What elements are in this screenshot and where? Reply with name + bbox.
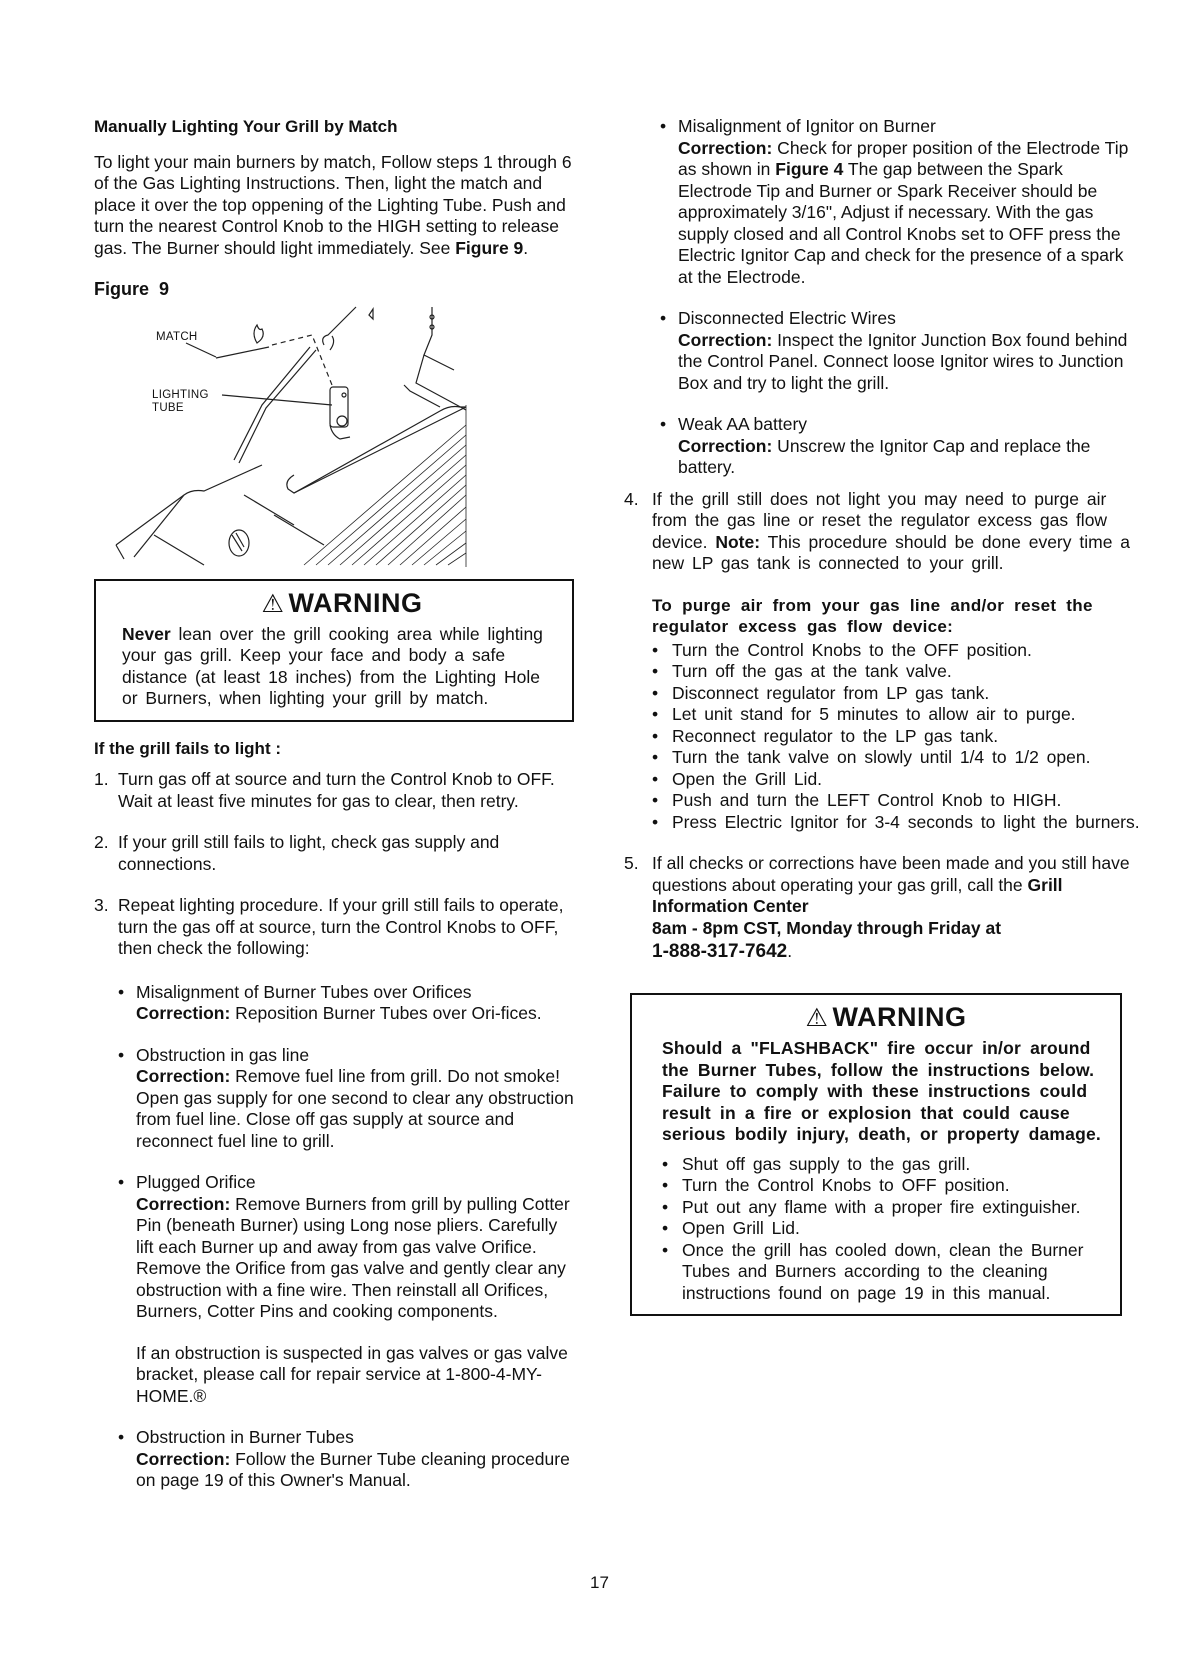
label-lighting: LIGHTING xyxy=(152,388,209,401)
check-item: • Misalignment of Burner Tubes over Orifices Correction: Reposition Burner Tubes over Ori-fices. xyxy=(118,981,542,1023)
step-4: 4. If the grill still does not light you may need to purge air from the gas line or reset the regulator excess gas flow device. Note: This procedure should be done every time a new LP gas tank is connected to your grill. xyxy=(624,488,1131,573)
warning-text: Should a "FLASHBACK" fire occur in/or around the Burner Tubes, follow the instructions below. Failure to comply with these instructions could result in a fire or explosion that could cause serious bodily injury, death, or property damage. xyxy=(662,1038,1101,1144)
info-center-label: Grill Information Center xyxy=(652,874,1063,916)
label-match: MATCH xyxy=(156,330,198,343)
bullet-icon: • xyxy=(660,308,667,328)
bullet-icon: • xyxy=(118,981,125,1002)
page-number: 17 xyxy=(590,1573,609,1592)
purge-step: • Open the Grill Lid. xyxy=(652,768,823,789)
bullet-icon: • xyxy=(660,414,667,434)
phone-number: 1-888-317-7642 xyxy=(652,941,788,962)
bullet-icon: • xyxy=(118,1044,125,1065)
intro-paragraph: To light your main burners by match, Follow steps 1 through 6 of the Gas Lighting Instructions. Then, light the match and place it over the top oppening of the Lighting Tube. Push and turn the nearest Control Knob to the HIGH setting to release gas. The Burner should light immediately. See Figure 9. xyxy=(94,151,572,258)
flashback-steps-list xyxy=(662,1154,1110,1305)
purge-step: • Turn the tank valve on slowly until 1/4 to 1/2 open. xyxy=(652,747,1091,767)
figure-reference: Figure 4 xyxy=(775,159,844,179)
hours-label: 8am - 8pm CST, Monday through Friday at xyxy=(652,917,1002,938)
purge-step: • Turn off the gas at the tank valve. xyxy=(652,661,952,681)
purge-steps-list xyxy=(652,640,1140,834)
warning-box-lighting xyxy=(94,579,574,722)
check-item: • Disconnected Electric Wires Correction: Inspect the Ignitor Junction Box found behind the Control Panel. Connect loose Ignitor wires to Junction Box and try to light the grill. xyxy=(660,308,1128,393)
check-item: • Misalignment of Ignitor on Burner Correction: Check for proper position of the Electrode Tip as shown in Figure 4 The gap between the Spark Electrode Tip and Burner or Spark Receiver should be approximately 3/16", Adjust if necessary. With the gas supply closed and all Control Knobs set to OFF press the Electric Ignitor Cap and check for the presence of a spark at the Electrode. xyxy=(660,116,1129,287)
figure-9-illustration xyxy=(94,295,544,575)
warning-box-flashback xyxy=(630,993,1122,1316)
grill-drawing-icon xyxy=(94,295,544,575)
purge-step: • Let unit stand for 5 minutes to allow air to purge. xyxy=(652,704,1076,724)
purge-step: • Reconnect regulator to the LP gas tank. xyxy=(652,725,999,746)
purge-step: • Push and turn the LEFT Control Knob to HIGH. xyxy=(652,790,1062,810)
label-tube: TUBE xyxy=(152,401,184,414)
flashback-step: • Open Grill Lid. xyxy=(662,1218,800,1238)
bullet-icon: • xyxy=(660,116,667,136)
step-5: 5. If all checks or corrections have been made and you still have questions about operating your gas grill, call the Grill Information Center 8am - 8pm CST, Monday through Friday at 1-888-317-7642. xyxy=(624,853,1130,962)
check-item: • Obstruction in Burner Tubes Correction: Follow the Burner Tube cleaning procedure on page 19 of this Owner's Manual. xyxy=(118,1427,570,1490)
purge-step: • Turn the Control Knobs to the OFF position. xyxy=(652,639,1032,660)
repair-note: If an obstruction is suspected in gas valves or gas valve bracket, please call for repair service at 1-800-4-MY-HOME.® xyxy=(136,1342,568,1406)
purge-heading: To purge air from your gas line and/or reset the regulator excess gas flow device: xyxy=(652,595,1093,636)
step-2: 2. If your grill still fails to light, check gas supply and connections. xyxy=(94,832,500,874)
check-item: • Weak AA battery Correction: Unscrew the Ignitor Cap and replace the battery. xyxy=(660,414,1091,477)
warning-title: ⚠ WARNING xyxy=(261,587,423,618)
purge-step: • Disconnect regulator from LP gas tank. xyxy=(652,682,990,703)
warning-text: Never lean over the grill cooking area while lighting your gas grill. Keep your face and body a safe distance (at least 18 inches) from the Lighting Hole or Burners, when lighting your grill by match. xyxy=(122,623,543,708)
flashback-step: • Put out any flame with a proper fire extinguisher. xyxy=(662,1196,1081,1217)
right-column xyxy=(624,116,1140,1316)
step-1: 1. Turn gas off at source and turn the Control Knob to OFF. Wait at least five minutes for gas to clear, then retry. xyxy=(94,769,555,811)
warning-triangle-icon: ⚠ xyxy=(805,1004,829,1032)
flashback-step: • Once the grill has cooled down, clean the Burner Tubes and Burners according to the cleaning instructions found on page 19 in this manual. xyxy=(662,1239,1084,1303)
section-heading: Manually Lighting Your Grill by Match xyxy=(94,117,398,136)
purge-step: • Press Electric Ignitor for 3-4 seconds to light the burners. xyxy=(652,811,1140,832)
check-item: • Obstruction in gas line Correction: Remove fuel line from grill. Do not smoke! Open gas supply for one second to clear any obstruction from fuel line. Close off gas supply at source and reconnect fuel line to grill. xyxy=(118,1044,574,1151)
bullet-icon: • xyxy=(118,1172,125,1192)
figure-title: Figure 9 xyxy=(94,279,170,299)
flashback-step: • Shut off gas supply to the gas grill. xyxy=(662,1153,971,1174)
step-3: 3. Repeat lighting procedure. If your grill still fails to operate, turn the gas off at source, turn the Control Knobs to OFF, then check the following: xyxy=(94,895,564,958)
figure-reference: Figure 9 xyxy=(455,237,524,258)
warning-title: ⚠ WARNING xyxy=(805,1002,967,1032)
fails-heading: If the grill fails to light : xyxy=(94,738,281,758)
left-column xyxy=(94,116,574,1512)
bullet-icon: • xyxy=(118,1427,125,1447)
check-item: • Plugged Orifice Correction: Remove Burners from grill by pulling Cotter Pin (beneath Burner) using Long nose pliers. Carefully lift each Burner up and away from gas valve Orifice. Remove the Orifice from gas valve and gently clear any obstruction with a fine wire. Then reinstall all Orifices, Burners, Cotter Pins and cooking components. If an obstruction is suspected in gas valves or gas valve bracket, please call for repair service at 1-800-4-MY-HOME.® xyxy=(94,1172,574,1407)
flashback-step: • Turn the Control Knobs to OFF position. xyxy=(662,1175,1010,1195)
warning-triangle-icon: ⚠ xyxy=(261,589,285,618)
